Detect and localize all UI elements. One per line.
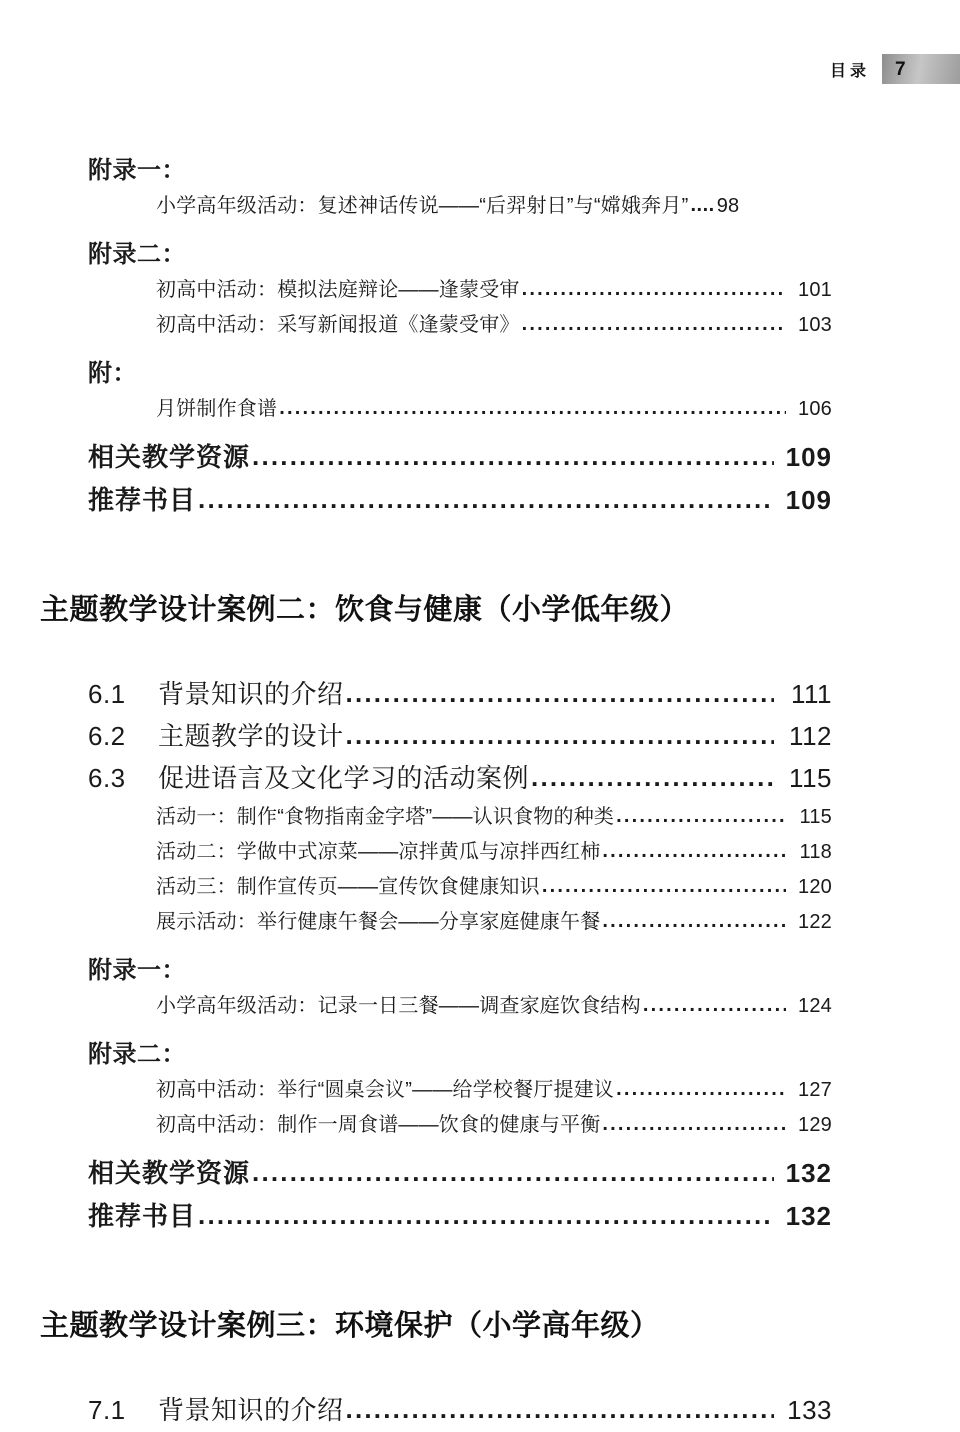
- toc-entry-activity-4[interactable]: [0, 905, 960, 934]
- toc-entry-label: 活动二：学做中式凉菜——凉拌黄瓜与凉拌西红柿: [156, 841, 601, 863]
- toc-entry-activity-2[interactable]: [0, 835, 960, 864]
- toc-entry-activity-1[interactable]: [0, 800, 960, 829]
- toc-entry-label: 背景知识的介绍: [158, 1395, 344, 1425]
- dot-leader: [602, 1113, 786, 1136]
- page-number: 7: [895, 58, 906, 80]
- header-contents-label: 目录: [829, 62, 870, 80]
- toc-entry-teaching-resources[interactable]: [0, 437, 960, 474]
- toc-group-label: 附录二：: [88, 1041, 186, 1068]
- toc-entry-recommended-books[interactable]: [0, 480, 960, 517]
- dot-leader: [279, 397, 786, 420]
- toc-entry[interactable]: [0, 273, 960, 302]
- dot-leader: [542, 875, 786, 898]
- dot-leader: [198, 484, 774, 515]
- dot-leader: [531, 762, 774, 793]
- section-number: 6.2: [88, 721, 126, 751]
- toc-entry-page: 127: [798, 1079, 832, 1101]
- toc-group-appendix: [0, 353, 960, 388]
- toc-entry-label: 初高中活动：制作一周食谱——饮食的健康与平衡: [156, 1114, 601, 1136]
- toc-entry-page: 109: [785, 485, 832, 515]
- toc-entry-page: 122: [798, 911, 832, 933]
- section-number: 6.3: [88, 763, 126, 793]
- toc-entry-activity-3[interactable]: [0, 870, 960, 899]
- dot-leader: [602, 910, 786, 933]
- toc-entry-page: 129: [798, 1114, 832, 1136]
- toc-group-label: 附录一：: [88, 157, 186, 184]
- table-of-contents: [0, 150, 960, 1432]
- toc-entry-page: 132: [785, 1158, 832, 1188]
- toc-entry[interactable]: [0, 308, 960, 337]
- dot-leader: [602, 840, 786, 863]
- dot-leader: [346, 720, 774, 751]
- toc-entry-page: 106: [798, 398, 832, 420]
- toc-entry-label: 小学高年级活动：记录一日三餐——调查家庭饮食结构: [156, 995, 641, 1017]
- toc-entry-recommended-books-case2[interactable]: [0, 1196, 960, 1233]
- dot-leader: [690, 194, 714, 217]
- dot-leader: [252, 441, 774, 472]
- toc-entry-label: 月饼制作食谱: [156, 398, 278, 420]
- toc-entry-label: 促进语言及文化学习的活动案例: [158, 763, 530, 793]
- toc-group-label: 附录一：: [88, 957, 186, 984]
- toc-entry-label: 初高中活动：模拟法庭辩论——逢蒙受审: [156, 279, 520, 301]
- toc-entry[interactable]: [0, 392, 960, 421]
- toc-entry-label: 活动三：制作宣传页——宣传饮食健康知识: [156, 876, 540, 898]
- page-header: [640, 50, 960, 88]
- toc-entry-teaching-resources-case2[interactable]: [0, 1153, 960, 1190]
- toc-entry-page: 101: [798, 279, 832, 301]
- toc-entry-label: 推荐书目: [88, 1201, 197, 1231]
- toc-entry-label: 推荐书目: [88, 485, 197, 515]
- dot-leader: [616, 1078, 786, 1101]
- dot-leader: [198, 1200, 774, 1231]
- toc-entry-label: 初高中活动：举行“圆桌会议”——给学校餐厅提建议: [156, 1079, 615, 1101]
- toc-entry-label: 主题教学的设计: [158, 721, 344, 751]
- toc-group-label: 附：: [88, 360, 137, 387]
- dot-leader: [252, 1157, 774, 1188]
- toc-group-label: 附录二：: [88, 241, 186, 268]
- toc-entry-page: 132: [785, 1201, 832, 1231]
- page-number-badge: [882, 54, 960, 84]
- toc-section-6-3[interactable]: [0, 758, 960, 795]
- toc-entry[interactable]: [0, 1108, 960, 1137]
- dot-leader: [616, 805, 786, 828]
- toc-group-appendix-one: [0, 150, 960, 185]
- case-two-title: 主题教学设计案例二：饮食与健康（小学低年级）: [40, 594, 690, 626]
- toc-entry-page: 112: [789, 721, 832, 751]
- toc-entry[interactable]: [0, 1073, 960, 1102]
- toc-section-7-1[interactable]: [0, 1390, 960, 1427]
- case-three-title: 主题教学设计案例三：环境保护（小学高年级）: [40, 1310, 660, 1342]
- toc-entry-label: 展示活动：举行健康午餐会——分享家庭健康午餐: [156, 911, 601, 933]
- section-number: 6.1: [88, 679, 126, 709]
- toc-entry-page: 109: [785, 442, 832, 472]
- dot-leader: [346, 678, 774, 709]
- toc-entry[interactable]: [0, 189, 960, 218]
- toc-entry-label: 相关教学资源: [88, 1158, 251, 1188]
- dot-leader: [522, 313, 786, 336]
- toc-entry-label: 初高中活动：采写新闻报道《逢蒙受审》: [156, 314, 520, 336]
- dot-leader: [522, 278, 786, 301]
- toc-entry-page: 103: [798, 314, 832, 336]
- toc-entry-page: 120: [798, 876, 832, 898]
- section-number: 7.1: [88, 1395, 126, 1425]
- toc-entry-page: 133: [787, 1395, 832, 1425]
- toc-entry-label: 小学高年级活动：复述神话传说——“后羿射日”与“嫦娥奔月”: [156, 195, 689, 217]
- toc-entry-label: 相关教学资源: [88, 442, 251, 472]
- dot-leader: [643, 994, 786, 1017]
- toc-section-6-1[interactable]: [0, 674, 960, 711]
- toc-section-6-2[interactable]: [0, 716, 960, 753]
- toc-entry-label: 背景知识的介绍: [158, 679, 344, 709]
- toc-entry-page: 124: [798, 995, 832, 1017]
- toc-entry-page: 115: [789, 763, 832, 793]
- toc-group-appendix-two-case2: [0, 1034, 960, 1069]
- dot-leader: [346, 1394, 774, 1425]
- toc-group-appendix-two: [0, 234, 960, 269]
- toc-entry-page: 111: [790, 679, 832, 709]
- toc-entry-page: 118: [799, 841, 832, 863]
- toc-group-appendix-one-case2: [0, 950, 960, 985]
- toc-entry-page: 115: [799, 806, 832, 828]
- toc-entry[interactable]: [0, 989, 960, 1018]
- toc-entry-label: 活动一：制作“食物指南金字塔”——认识食物的种类: [156, 806, 615, 828]
- toc-entry-page: 98: [716, 195, 740, 217]
